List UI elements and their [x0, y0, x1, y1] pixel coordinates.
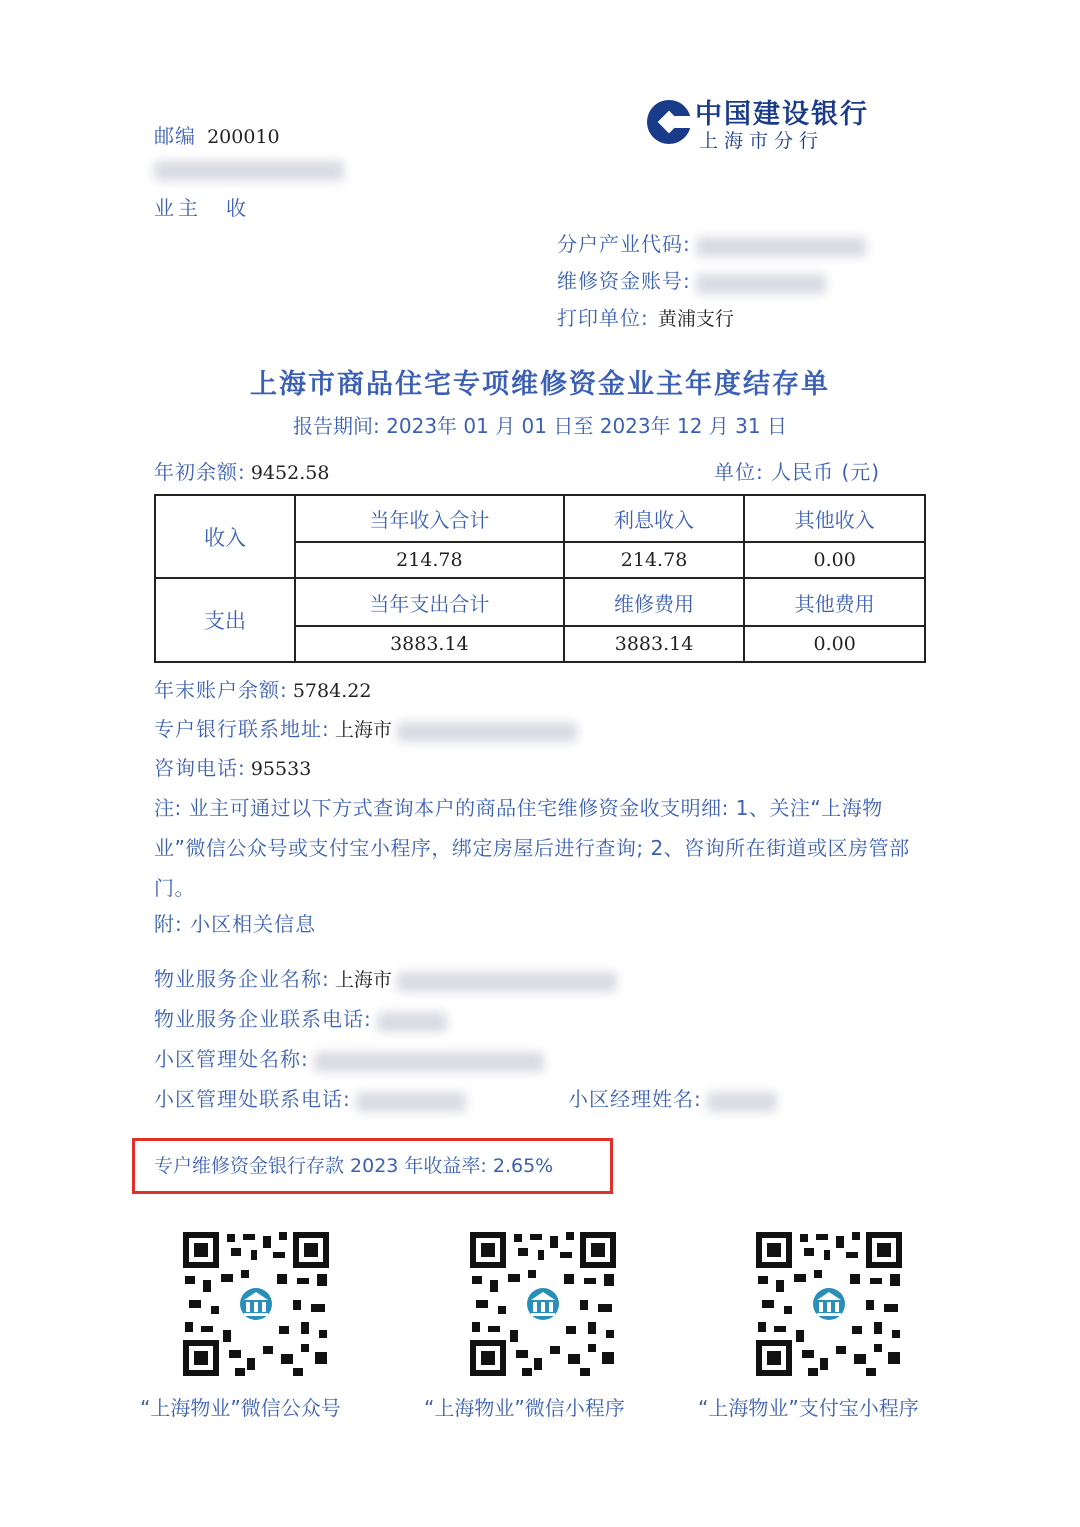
query-note: 注: 业主可通过以下方式查询本户的商品住宅维修资金收支明细: 1、关注“上海物业”微信公众号或支付宝小程序，绑定房屋后进行查询; 2、咨询所在街道或区房管部门。	[154, 796, 910, 900]
period-value: 2023年 01 月 01 日至 2023年 12 月 31 日	[386, 414, 787, 438]
table-header-cell: 利息收入	[564, 495, 745, 542]
office-name-label: 小区管理处名称:	[154, 1047, 309, 1071]
postcode-value: 200010	[207, 126, 280, 148]
balance-table	[154, 494, 926, 663]
postcode-line	[154, 120, 280, 149]
company-phone-label: 物业服务企业联系电话:	[154, 1007, 372, 1031]
company-name-value: 上海市	[334, 969, 392, 991]
expense-header-row	[155, 578, 925, 625]
fund-account-label: 维修资金账号:	[557, 269, 691, 293]
opening-balance-value: 9452.58	[250, 462, 330, 484]
table-header-cell: 其他费用	[744, 578, 925, 625]
qr-caption: “上海物业”支付宝小程序	[698, 1396, 919, 1420]
income-label: 收入	[155, 495, 295, 578]
ccb-logo-icon	[645, 98, 693, 146]
table-header-cell: 其他收入	[744, 495, 925, 542]
account-code-redacted	[696, 237, 866, 257]
qr-code-icon	[181, 1230, 331, 1378]
currency-unit: 单位: 人民币 (元)	[714, 460, 881, 484]
company-phone-line	[154, 1003, 447, 1032]
closing-balance	[154, 674, 371, 703]
office-phone-label: 小区管理处联系电话:	[154, 1087, 351, 1111]
yield-rate: 专户维修资金银行存款 2023 年收益率: 2.65%	[154, 1155, 554, 1177]
consult-phone	[154, 752, 311, 781]
postcode-label: 邮编	[154, 124, 196, 148]
company-name-line	[154, 963, 617, 992]
company-name-label: 物业服务企业名称:	[154, 967, 330, 991]
recipient: 业主 收	[154, 196, 250, 220]
office-name-line	[154, 1043, 544, 1072]
qr-code-wechat-miniprogram[interactable]	[468, 1230, 618, 1378]
ccb-logo	[645, 92, 915, 152]
bank-address	[154, 713, 577, 742]
fund-account-line	[557, 265, 826, 294]
consult-phone-label: 咨询电话:	[154, 756, 246, 780]
table-header-cell: 维修费用	[564, 578, 745, 625]
print-unit-value: 黄浦支行	[657, 308, 734, 330]
manager-label: 小区经理姓名:	[568, 1087, 702, 1111]
redacted-address	[154, 160, 344, 181]
bank-name: 中国建设银行	[695, 99, 869, 130]
consult-phone-value: 95533	[250, 758, 312, 780]
qr-caption: “上海物业”微信小程序	[424, 1396, 625, 1420]
account-code-line	[557, 228, 866, 257]
fund-account-redacted	[696, 274, 826, 294]
qr-caption: “上海物业”微信公众号	[140, 1396, 341, 1420]
office-phone-line	[154, 1083, 466, 1112]
manager-line	[568, 1083, 777, 1112]
report-period	[0, 410, 1080, 439]
print-unit-line	[557, 302, 734, 331]
table-header-cell: 当年收入合计	[295, 495, 564, 542]
appendix-heading: 附: 小区相关信息	[154, 912, 317, 936]
table-value-cell: 3883.14	[564, 626, 745, 662]
table-value-cell: 214.78	[295, 542, 564, 578]
bank-address-label: 专户银行联系地址:	[154, 717, 330, 741]
document-title: 上海市商品住宅专项维修资金业主年度结存单	[250, 369, 830, 400]
print-unit-label: 打印单位:	[557, 306, 649, 330]
expense-label: 支出	[155, 578, 295, 662]
period-label: 报告期间:	[293, 414, 380, 438]
qr-code-wechat-official[interactable]	[181, 1230, 331, 1378]
qr-code-alipay-miniprogram[interactable]	[754, 1230, 904, 1378]
account-code-label: 分户产业代码:	[557, 232, 691, 256]
table-value-cell: 214.78	[564, 542, 745, 578]
opening-balance	[154, 456, 329, 485]
table-value-cell: 3883.14	[295, 626, 564, 662]
bank-address-value: 上海市	[334, 719, 392, 741]
closing-balance-value: 5784.22	[292, 680, 372, 702]
qr-code-icon	[468, 1230, 618, 1378]
qr-code-icon	[754, 1230, 904, 1378]
table-value-cell: 0.00	[744, 626, 925, 662]
opening-balance-label: 年初余额:	[154, 460, 246, 484]
table-header-cell: 当年支出合计	[295, 578, 564, 625]
table-value-cell: 0.00	[744, 542, 925, 578]
income-header-row	[155, 495, 925, 542]
closing-balance-label: 年末账户余额:	[154, 678, 288, 702]
bank-branch: 上海市分行	[699, 130, 825, 152]
